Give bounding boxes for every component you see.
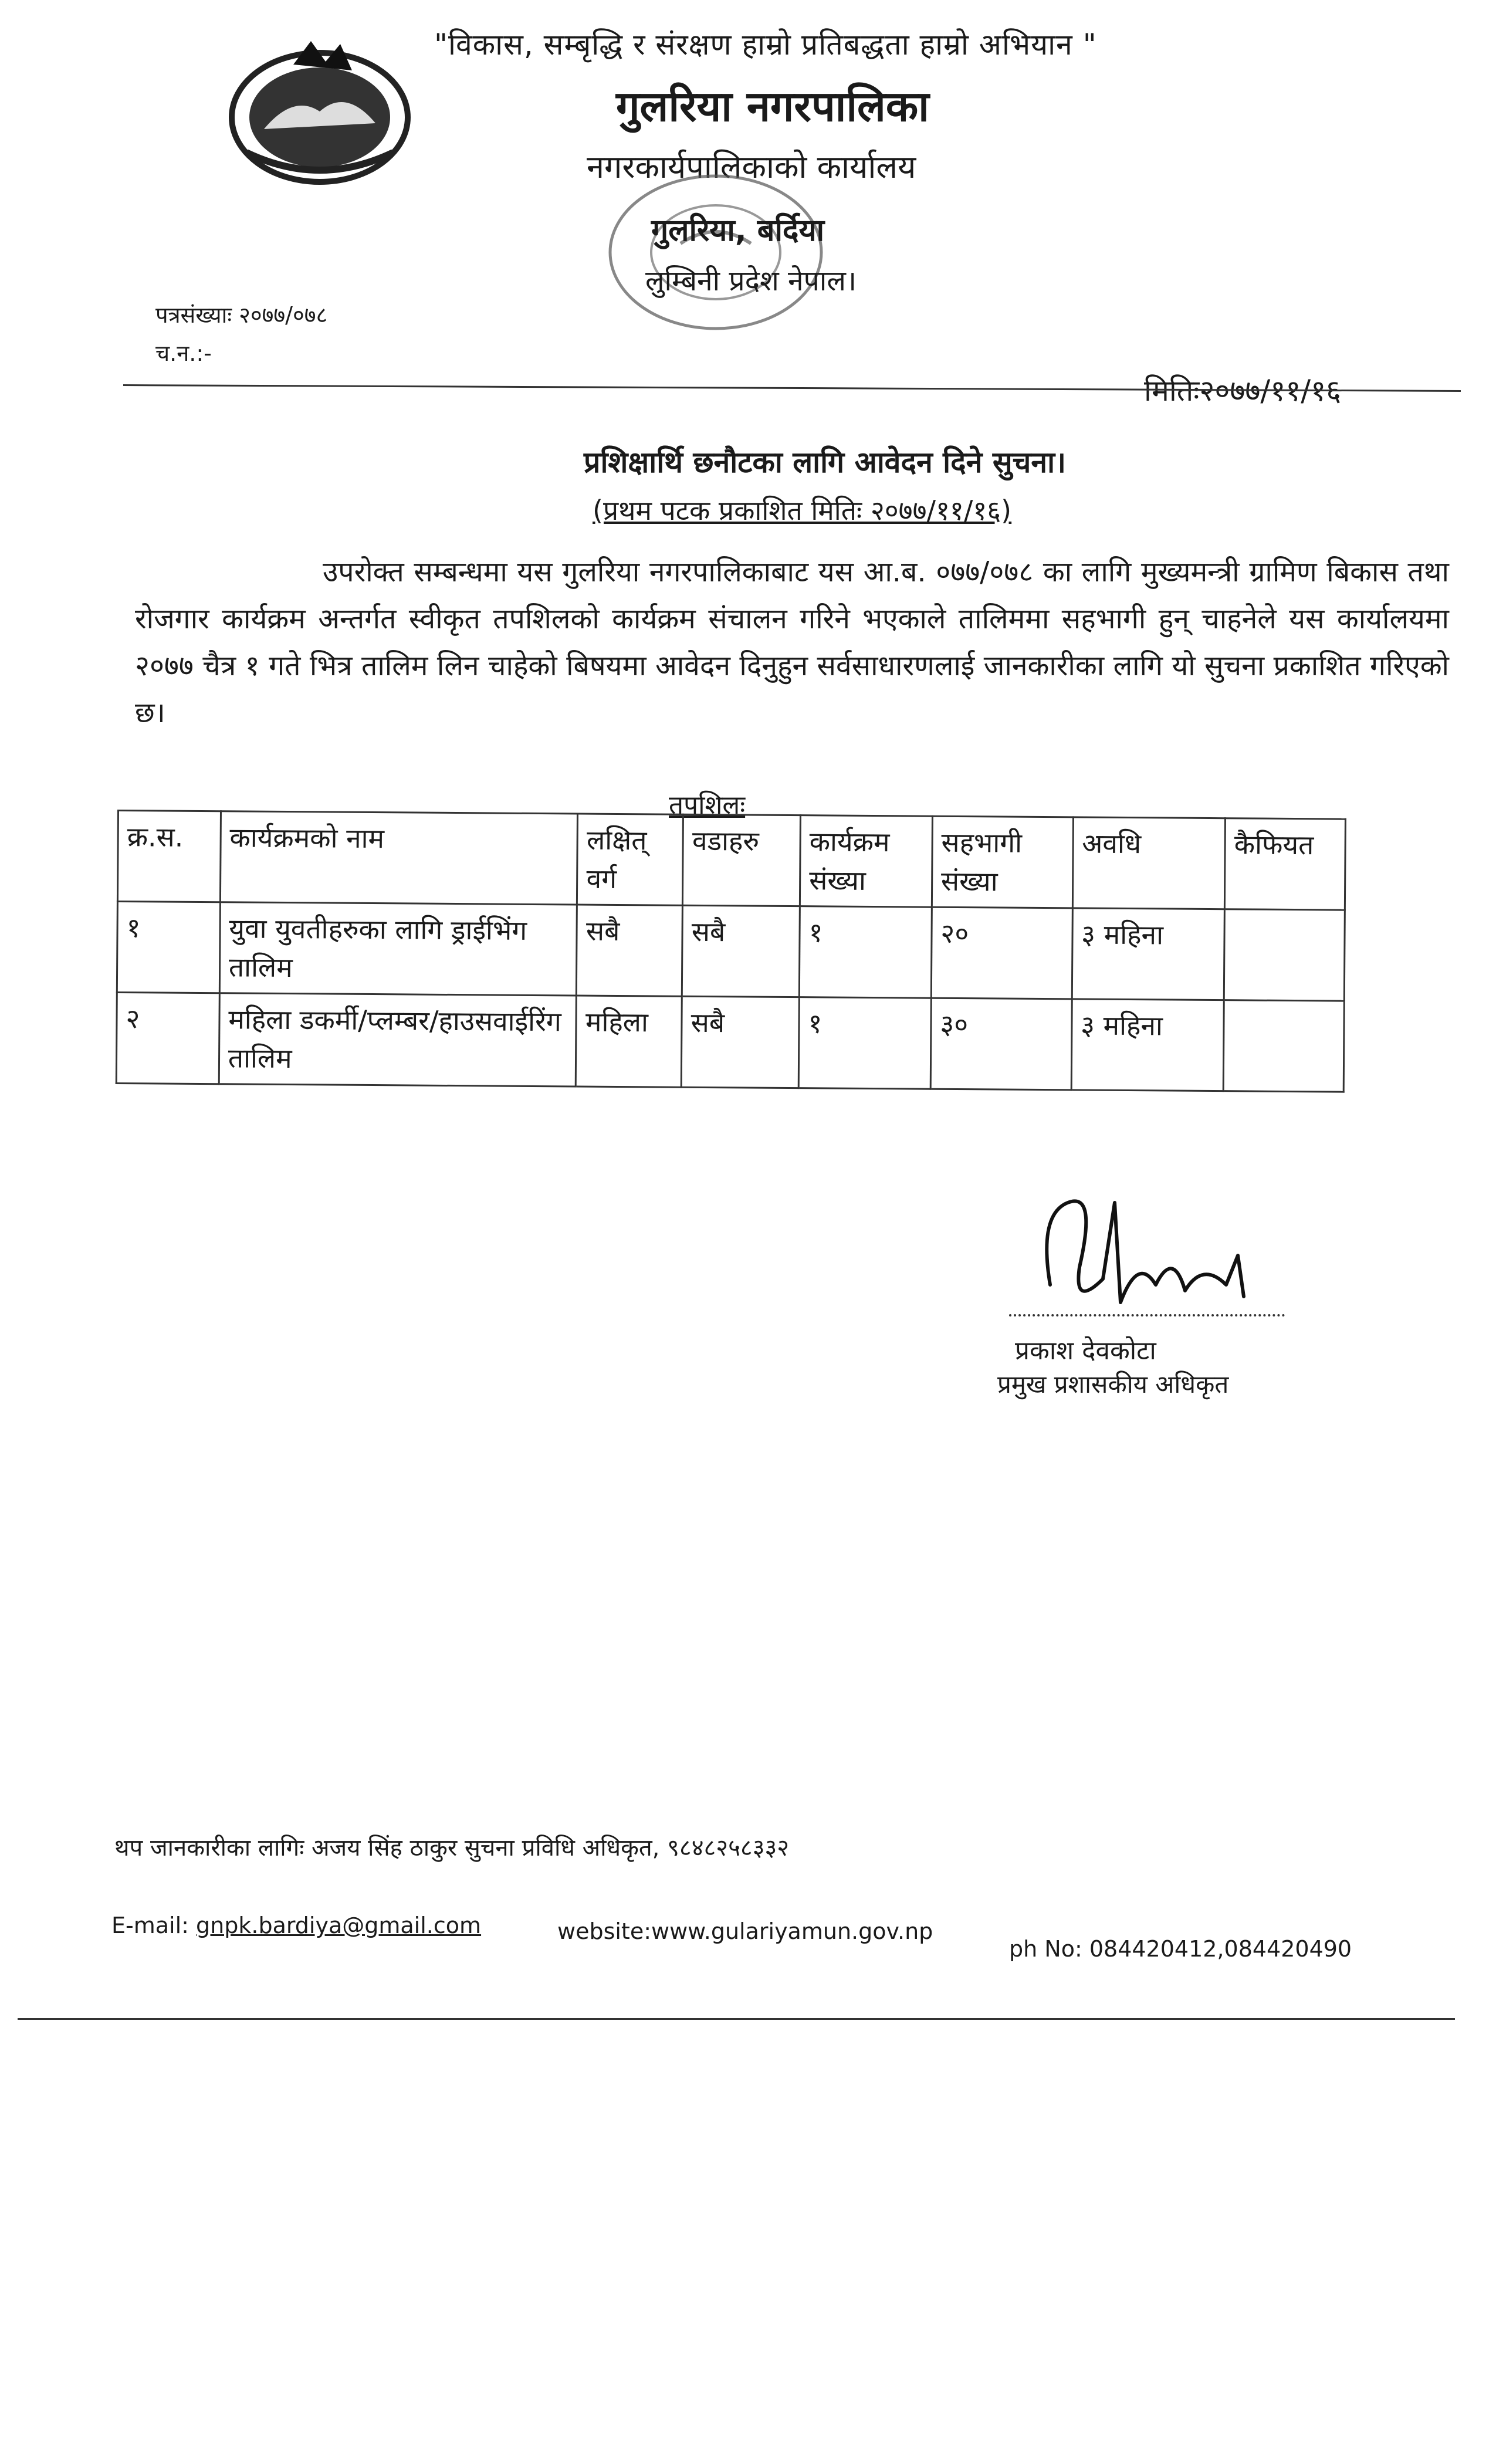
table-row — [116, 993, 1344, 1092]
table-header-cell: कैफियत — [1224, 818, 1345, 910]
table-cell: महिला डकर्मी/प्लम्बर/हाउसवाईरिंग तालिम — [219, 993, 577, 1087]
nepal-emblem-icon — [223, 29, 417, 188]
organization-name: गुलरिया नगरपालिका — [616, 82, 929, 131]
phone-numbers: ph No: 084420412,084420490 — [1009, 1936, 1352, 1962]
notice-date: मितिः२०७७/११/१६ — [1144, 374, 1342, 408]
table-cell: सबै — [682, 996, 800, 1088]
schedule-caption: तपशिलः — [669, 790, 746, 820]
email-link[interactable]: gnpk.bardiya@gmail.com — [196, 1913, 482, 1938]
table-cell: युवा युवतीहरुका लागि ड्राईभिंग तालिम — [219, 902, 577, 996]
slogan: "विकास, सम्बृद्धि र संरक्षण हाम्रो प्रतिबद्धता हाम्रो अभियान " — [434, 28, 1097, 62]
contact-info: थप जानकारीका लागिः अजय सिंह ठाकुर सुचना प्रविधि अधिकृत, ९८४८२५८३३२ — [114, 1835, 790, 1861]
table-header-cell: कार्यक्रम संख्या — [800, 815, 932, 908]
website-link[interactable]: website:www.gulariyamun.gov.np — [557, 1918, 933, 1944]
signer-name: प्रकाश देवकोटा — [1015, 1336, 1156, 1366]
notice-body: उपरोक्त सम्बन्धमा यस गुलरिया नगरपालिकाबाट यस आ.ब. ०७७/०७८ का लागि मुख्यमन्त्री ग्रामिण बिकास तथा रोजगार कार्यक्रम अन्तर्गत स्वीकृत तपशिलको कार्यक्रम संचालन गरिने भएकाले तालिममा सहभागी हुन् चाहनेले यस कार्यालयमा २०७७ चैत्र १ गते भित्र तालिम लिन चाहेको बिषयमा आवेदन दिनुहुन सर्वसाधारणलाई जानकारीका लागि यो सुचना प्रकाशित गरिएको छ। — [135, 556, 1449, 729]
table-cell — [1224, 909, 1345, 1001]
office-stamp — [593, 155, 839, 349]
table-cell: ३ महिना — [1071, 999, 1224, 1091]
table-cell: १ — [799, 906, 932, 999]
table-cell: २ — [116, 993, 219, 1084]
table-header-cell: वडाहरु — [683, 814, 801, 906]
notice-subtitle: (प्रथम पटक प्रकाशित मितिः २०७७/११/१६) — [593, 495, 1012, 526]
table-row — [117, 902, 1345, 1001]
dispatch-number: च.न.:- — [155, 340, 212, 366]
signature-line — [1009, 1314, 1285, 1316]
signer-title: प्रमुख प्रशासकीय अधिकृत — [997, 1370, 1229, 1399]
office-name: नगरकार्यपालिकाको कार्यालय — [587, 148, 916, 185]
table-header-cell: अवधि — [1072, 817, 1226, 909]
email-row — [111, 1913, 481, 1938]
table-cell — [1223, 1000, 1344, 1092]
table-header-cell: सहभागी संख्या — [932, 816, 1073, 908]
schedule-table — [116, 810, 1346, 1093]
table-cell: २० — [931, 907, 1072, 999]
table-header-cell: लक्षित् वर्ग — [577, 814, 683, 905]
office-address: गुलरिया, बर्दिया — [651, 213, 825, 248]
table-cell: १ — [798, 997, 931, 1089]
table-cell: १ — [117, 902, 220, 993]
table-header-cell: कार्यक्रमको नाम — [220, 811, 578, 905]
table-header-cell: क्र.स. — [117, 811, 221, 902]
footer-divider — [18, 2018, 1455, 2020]
email-label: E-mail: — [111, 1913, 197, 1938]
signature — [1015, 1167, 1285, 1343]
table-cell: सबै — [682, 905, 800, 997]
province: लुम्बिनी प्रदेश नेपाल। — [645, 265, 857, 297]
table-cell: ३ महिना — [1072, 908, 1225, 1000]
table-cell: महिला — [576, 996, 682, 1087]
table-cell: सबै — [577, 905, 683, 996]
table-header-row — [117, 811, 1345, 911]
notice-title: प्रशिक्षार्थि छनौटका लागि आवेदन दिने सुचना। — [584, 445, 1067, 479]
table-cell: ३० — [930, 998, 1072, 1090]
reference-number: पत्रसंख्याः २०७७/०७८ — [155, 302, 328, 328]
